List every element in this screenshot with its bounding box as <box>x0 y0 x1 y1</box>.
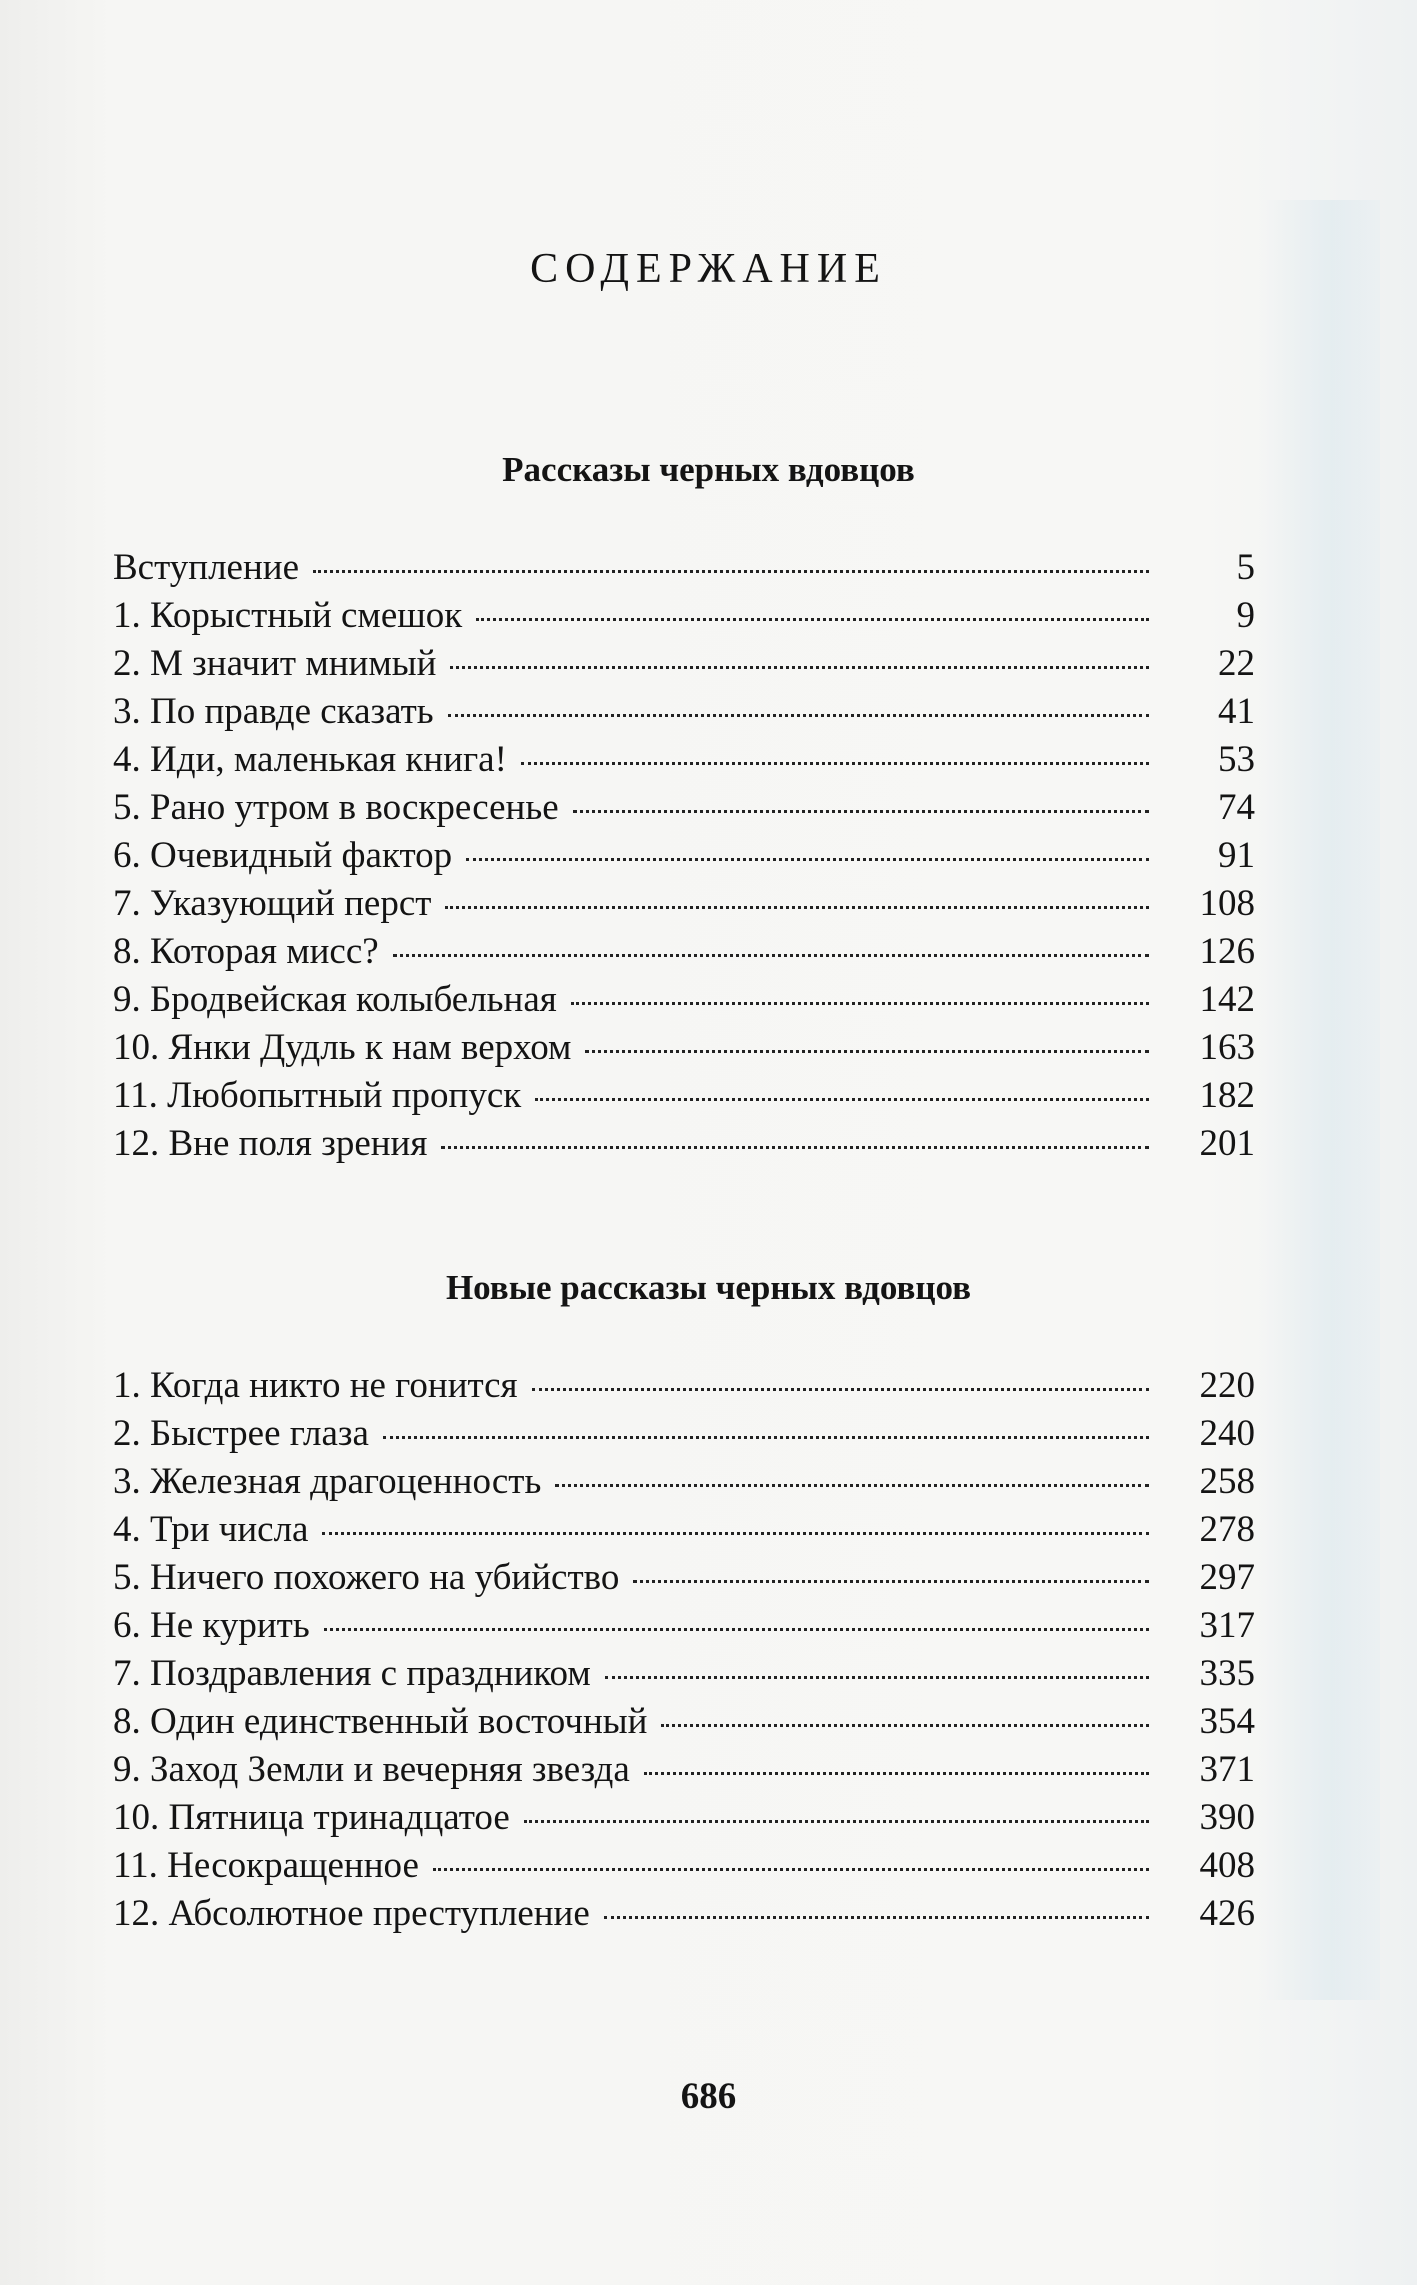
dot-leader <box>573 810 1149 813</box>
toc-entry-page: 108 <box>1199 883 1255 924</box>
dot-leader <box>450 666 1149 669</box>
toc-entry-page: 201 <box>1199 1123 1255 1164</box>
toc-entry-title: 7. Указующий перст <box>113 883 432 924</box>
toc-entry-page: 278 <box>1199 1509 1255 1550</box>
toc-entry-page: 142 <box>1199 979 1255 1020</box>
toc-entry-title: 1. Корыстный смешок <box>113 595 463 636</box>
toc-entry-title: 7. Поздравления с праздником <box>113 1653 591 1694</box>
dot-leader <box>466 858 1149 861</box>
dot-leader <box>393 954 1149 957</box>
contents-title: СОДЕРЖАНИЕ <box>530 246 887 292</box>
toc-entry <box>113 784 1255 832</box>
toc-entry <box>113 1554 1255 1602</box>
toc-entry-title: 4. Иди, маленькая книга! <box>113 739 507 780</box>
dot-leader <box>322 1532 1149 1535</box>
dot-leader <box>524 1820 1149 1823</box>
toc-entry <box>113 1602 1255 1650</box>
toc-entry-title: 12. Вне поля зрения <box>113 1123 428 1164</box>
toc-entry <box>113 976 1255 1024</box>
toc-entry-page: 53 <box>1218 739 1255 780</box>
toc-entry-title: 3. По правде сказать <box>113 691 434 732</box>
toc-entry-title: 4. Три числа <box>113 1509 309 1550</box>
toc-entry-title: 9. Бродвейская колыбельная <box>113 979 557 1020</box>
dot-leader <box>324 1628 1149 1631</box>
toc-entry-page: 258 <box>1199 1461 1255 1502</box>
section-heading: Рассказы черных вдовцов <box>502 450 915 489</box>
dot-leader <box>532 1388 1149 1391</box>
toc-entry-title: 3. Железная драгоценность <box>113 1461 542 1502</box>
toc-entry-title: 5. Ничего похожего на убийство <box>113 1557 620 1598</box>
dot-leader <box>445 906 1149 909</box>
toc-entry-title: 8. Которая мисс? <box>113 931 379 972</box>
toc-entry-page: 390 <box>1199 1797 1255 1838</box>
toc-entry-page: 5 <box>1236 547 1255 588</box>
toc-entry <box>113 1842 1255 1890</box>
toc-entry-page: 317 <box>1199 1605 1255 1646</box>
toc-entry <box>113 640 1255 688</box>
toc-entry <box>113 736 1255 784</box>
dot-leader <box>585 1050 1149 1053</box>
toc-entry <box>113 1458 1255 1506</box>
toc-entry-title: Вступление <box>113 547 299 588</box>
toc-list <box>113 1362 1255 1938</box>
toc-entry <box>113 688 1255 736</box>
toc-entry <box>113 1890 1255 1938</box>
toc-entry <box>113 1650 1255 1698</box>
toc-entry <box>113 1362 1255 1410</box>
toc-entry-title: 2. М значит мнимый <box>113 643 437 684</box>
dot-leader <box>605 1676 1149 1679</box>
toc-entry-page: 220 <box>1199 1365 1255 1406</box>
toc-entry <box>113 832 1255 880</box>
page-number: 686 <box>680 2076 737 2117</box>
toc-entry-title: 1. Когда никто не гонится <box>113 1365 518 1406</box>
toc-entry-page: 354 <box>1199 1701 1255 1742</box>
toc-entry <box>113 1506 1255 1554</box>
toc-entry-page: 408 <box>1199 1845 1255 1886</box>
toc-entry-page: 426 <box>1199 1893 1255 1934</box>
toc-entry-page: 126 <box>1199 931 1255 972</box>
toc-entry <box>113 1024 1255 1072</box>
toc-entry-page: 163 <box>1199 1027 1255 1068</box>
toc-entry-title: 8. Один единственный восточный <box>113 1701 648 1742</box>
toc-entry-page: 240 <box>1199 1413 1255 1454</box>
toc-entry-page: 91 <box>1218 835 1255 876</box>
toc-entry-page: 371 <box>1199 1749 1255 1790</box>
toc-entry <box>113 592 1255 640</box>
dot-leader <box>644 1772 1149 1775</box>
dot-leader <box>535 1098 1149 1101</box>
dot-leader <box>571 1002 1149 1005</box>
toc-entry-page: 335 <box>1199 1653 1255 1694</box>
toc-entry-title: 10. Пятница тринадцатое <box>113 1797 510 1838</box>
toc-entry-page: 182 <box>1199 1075 1255 1116</box>
dot-leader <box>448 714 1149 717</box>
dot-leader <box>661 1724 1149 1727</box>
section-heading: Новые рассказы черных вдовцов <box>445 1268 972 1307</box>
toc-entry-page: 74 <box>1218 787 1255 828</box>
toc-list <box>113 544 1255 1168</box>
toc-entry-title: 6. Не курить <box>113 1605 310 1646</box>
toc-entry <box>113 1698 1255 1746</box>
toc-entry <box>113 1746 1255 1794</box>
dot-leader <box>555 1484 1149 1487</box>
dot-leader <box>313 570 1149 573</box>
toc-entry-page: 22 <box>1218 643 1255 684</box>
toc-entry-title: 2. Быстрее глаза <box>113 1413 369 1454</box>
dot-leader <box>441 1146 1149 1149</box>
toc-entry <box>113 928 1255 976</box>
toc-entry-page: 9 <box>1236 595 1255 636</box>
dot-leader <box>476 618 1149 621</box>
toc-entry-title: 12. Абсолютное преступление <box>113 1893 590 1934</box>
toc-entry <box>113 1072 1255 1120</box>
dot-leader <box>633 1580 1149 1583</box>
dot-leader <box>433 1868 1149 1871</box>
toc-entry <box>113 880 1255 928</box>
toc-entry-title: 5. Рано утром в воскресенье <box>113 787 559 828</box>
toc-entry-page: 41 <box>1218 691 1255 732</box>
toc-entry <box>113 1410 1255 1458</box>
toc-entry-title: 11. Несокращенное <box>113 1845 419 1886</box>
toc-entry <box>113 1120 1255 1168</box>
toc-entry-title: 11. Любопытный пропуск <box>113 1075 522 1116</box>
dot-leader <box>521 762 1149 765</box>
toc-entry <box>113 544 1255 592</box>
toc-entry-title: 10. Янки Дудль к нам верхом <box>113 1027 572 1068</box>
toc-entry-title: 9. Заход Земли и вечерняя звезда <box>113 1749 630 1790</box>
toc-entry-title: 6. Очевидный фактор <box>113 835 453 876</box>
toc-entry <box>113 1794 1255 1842</box>
dot-leader <box>383 1436 1149 1439</box>
toc-entry-page: 297 <box>1199 1557 1255 1598</box>
dot-leader <box>604 1916 1149 1919</box>
